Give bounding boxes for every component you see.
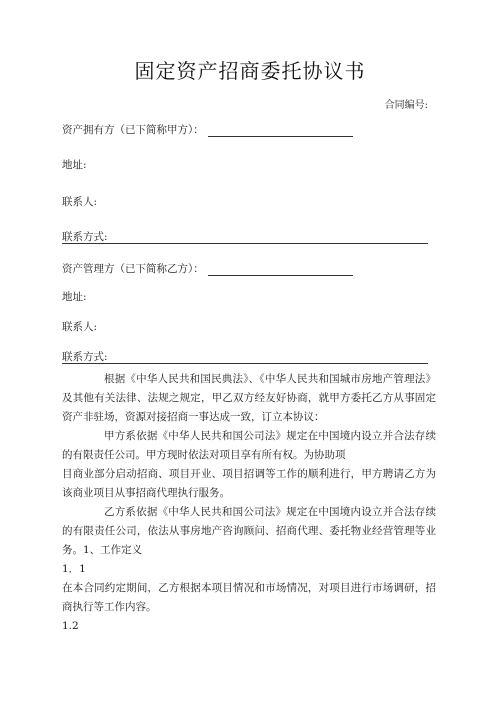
party-b-contact-method-label: 联系方式:	[62, 351, 108, 363]
party-a-contact-person-label: 联系人:	[62, 196, 98, 208]
party-a-owner-label: 资产拥有方（已下简称甲方）：	[62, 124, 204, 136]
party-b-address-label: 地址:	[62, 291, 87, 303]
party-a-divider	[62, 243, 428, 244]
party-b-manager-line	[62, 262, 353, 276]
paragraph-party-b-description: 乙方系依据《中华人民共和国公司法》规定在中国境内设立并合法存续的有限责任公司，依法从事房地产咨询顾问、招商代理、委托物业经营管理等业务。1、工作定义	[62, 506, 436, 556]
party-b-divider	[62, 363, 428, 364]
paragraph-legal-basis: 根据《中华人民共和国民典法》、《中华人民共和国城市房地产管理法》及其他有关法律、法规之规定，甲乙双方经友好协商，就甲方委托乙方从事固定资产非驻场，资源对接招商一事达成一致，订立本协议：	[62, 373, 436, 423]
section-1-2-number: 1.2	[62, 620, 79, 632]
paragraph-party-a-description: 甲方系依据《中华人民共和国公司法》规定在中国境内设立并合法存续的有限责任公司。甲方现时依法对项目享有所有权。为协助项	[62, 430, 436, 461]
party-b-contact-person-label: 联系人:	[62, 321, 98, 333]
party-a-owner-blank[interactable]	[208, 125, 353, 137]
party-b-manager-label: 资产管理方（已下简称乙方）：	[62, 263, 204, 275]
paragraph-scope-of-work: 在本合同约定期间，乙方根据本项目情况和市场情况，对项目进行市场调研，招商执行等工作内容。	[62, 582, 436, 613]
party-a-owner-line	[62, 123, 353, 137]
party-a-contact-method-label: 联系方式:	[62, 231, 108, 243]
document-title: 固定资产招商委托协议书	[134, 59, 366, 83]
party-a-address-label: 地址:	[62, 159, 87, 171]
section-1-1-number: 1．1	[62, 563, 86, 575]
paragraph-party-a-engagement: 目商业部分启动招商、项目开业、项目招调等工作的顺利进行，甲方聘请乙方为该商业项目从事招商代理执行服务。	[62, 468, 436, 499]
party-b-manager-blank[interactable]	[208, 264, 353, 276]
contract-number-label: 合同编号:	[384, 100, 428, 111]
